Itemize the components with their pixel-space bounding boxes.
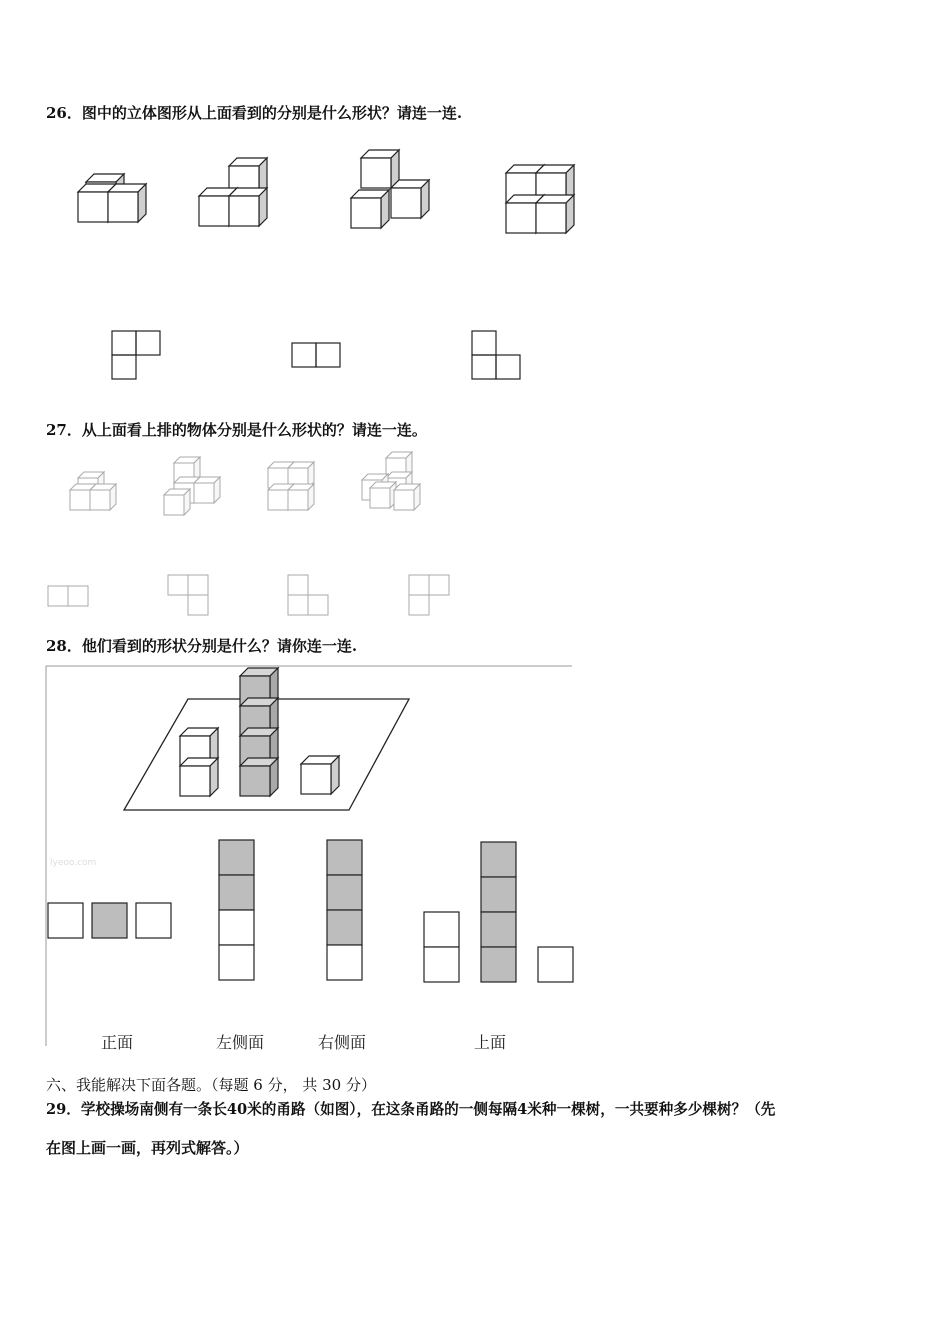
question-29-line-1: 29．学校操场南侧有一条长40米的甬路（如图），在这条甬路的一侧每隔4米种一棵树，一共要种多少棵树？（先 (46, 1101, 776, 1118)
question-28-text: 28．他们看到的形状分别是什么？请你连一连. (46, 637, 358, 655)
q28-tower-left (180, 728, 218, 796)
label-front: 正面 (101, 1033, 134, 1052)
section-6-title: 六、我能解决下面各题。（每题 6 分， 共 30 分） (46, 1076, 376, 1094)
q28-tower-right (301, 756, 339, 794)
label-top: 上面 (474, 1033, 507, 1052)
question-29-line-2: 在图上画一画，再列式解答。） (46, 1139, 249, 1157)
label-right-side: 右侧面 (318, 1033, 367, 1052)
label-left-side: 左侧面 (216, 1033, 265, 1052)
q28-tower-middle (240, 668, 278, 796)
question-26-text: 26．图中的立体图形从上面看到的分别是什么形状？请连一连. (46, 104, 463, 122)
q28-view-left (219, 840, 254, 980)
q28-view-top (424, 842, 573, 982)
q28-view-right (327, 840, 362, 980)
watermark: lyeoo.com (50, 858, 97, 868)
question-27-text: 27．从上面看上排的物体分别是什么形状的？请连一连。 (46, 421, 427, 439)
q28-view-front (48, 903, 171, 938)
